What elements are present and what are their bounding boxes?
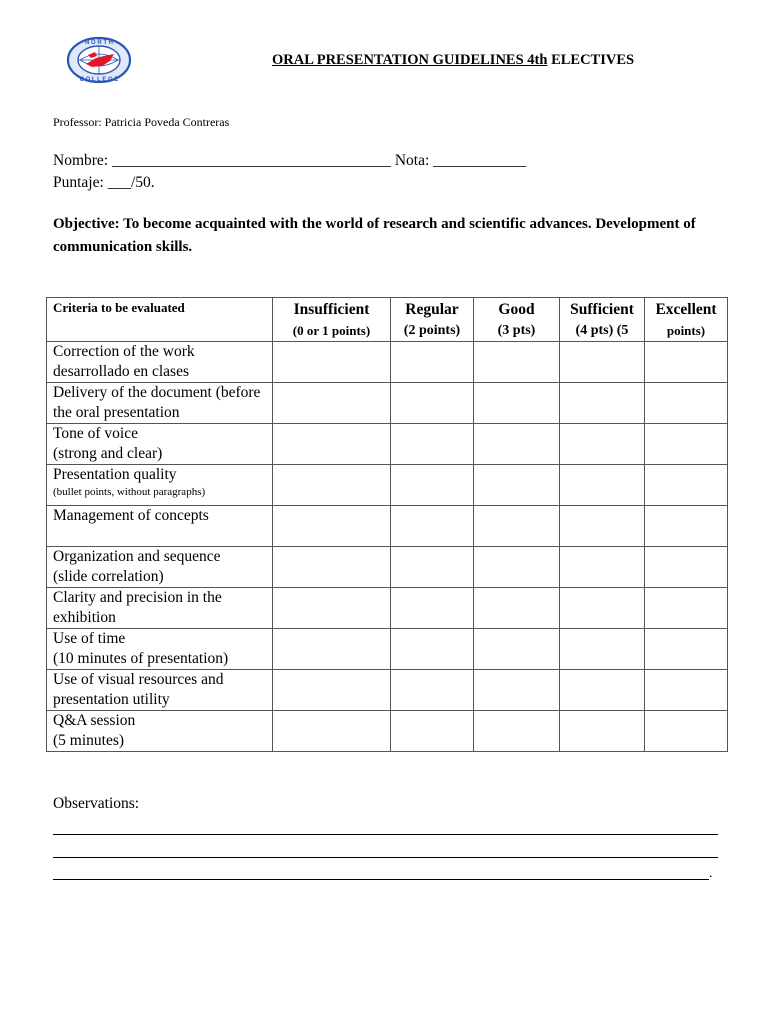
score-cell[interactable] (391, 711, 474, 752)
score-cell[interactable] (560, 547, 645, 588)
criterion-cell (47, 629, 273, 670)
nombre-label: Nombre: (53, 152, 109, 169)
level-name: Good (498, 301, 535, 318)
criterion-name: Presentation quality (53, 466, 177, 483)
level-name: Regular (405, 301, 459, 318)
score-cell[interactable] (645, 342, 728, 383)
rubric-row (47, 342, 728, 383)
score-cell[interactable] (474, 711, 560, 752)
score-cell[interactable] (273, 383, 391, 424)
criteria-header: Criteria to be evaluated (47, 298, 273, 342)
score-cell[interactable] (474, 588, 560, 629)
score-cell[interactable] (474, 383, 560, 424)
criterion-detail: presentation utility (53, 691, 170, 708)
rubric-row (47, 670, 728, 711)
rubric-table (46, 297, 728, 752)
level-name: Sufficient (570, 301, 634, 318)
nombre-field[interactable]: ____________________________________ (111, 152, 391, 169)
score-cell[interactable] (560, 629, 645, 670)
score-cell[interactable] (560, 465, 645, 506)
criterion-name: Clarity and precision in the (53, 589, 222, 606)
north-college-logo (66, 36, 132, 84)
level-header-insufficient (273, 298, 391, 342)
observation-line[interactable] (53, 834, 718, 835)
puntaje-field[interactable]: ___ (107, 174, 131, 191)
score-cell[interactable] (645, 588, 728, 629)
rubric-row (47, 547, 728, 588)
puntaje-line (53, 174, 155, 192)
score-cell[interactable] (560, 670, 645, 711)
score-cell[interactable] (474, 342, 560, 383)
level-name: Excellent (655, 301, 717, 318)
score-cell[interactable] (560, 711, 645, 752)
score-cell[interactable] (273, 465, 391, 506)
criterion-cell (47, 342, 273, 383)
criterion-cell (47, 383, 273, 424)
criterion-cell (47, 711, 273, 752)
score-cell[interactable] (273, 547, 391, 588)
observations-label: Observations: (53, 795, 140, 812)
score-cell[interactable] (273, 670, 391, 711)
score-cell[interactable] (474, 670, 560, 711)
score-cell[interactable] (391, 424, 474, 465)
observation-line[interactable] (53, 857, 718, 858)
score-cell[interactable] (645, 629, 728, 670)
score-cell[interactable] (645, 711, 728, 752)
criterion-detail: (5 minutes) (53, 732, 125, 749)
criterion-note: (bullet points, without paragraphs) (53, 486, 206, 498)
score-cell[interactable] (474, 465, 560, 506)
score-cell[interactable] (645, 506, 728, 547)
criterion-name: Organization and sequence (53, 548, 221, 565)
criterion-detail: desarrollado en clases (53, 363, 189, 380)
rubric-row (47, 629, 728, 670)
score-cell[interactable] (273, 711, 391, 752)
score-cell[interactable] (474, 424, 560, 465)
svg-text:C O L L E G E: C O L L E G E (79, 77, 119, 83)
professor-line: Professor: Patricia Poveda Contreras (53, 115, 230, 129)
score-cell[interactable] (645, 424, 728, 465)
score-cell[interactable] (560, 383, 645, 424)
criterion-detail: exhibition (53, 609, 116, 626)
rubric-row (47, 465, 728, 506)
score-cell[interactable] (560, 342, 645, 383)
puntaje-total: /50. (130, 174, 155, 191)
criterion-detail: (10 minutes of presentation) (53, 650, 229, 667)
page-title (272, 52, 634, 69)
score-cell[interactable] (560, 588, 645, 629)
criterion-name: Delivery of the document (before (53, 384, 261, 401)
observation-end-mark: . (709, 866, 713, 881)
level-header-regular (391, 298, 474, 342)
score-cell[interactable] (391, 547, 474, 588)
nombre-nota-line (53, 152, 526, 170)
level-points: (0 or 1 points) (292, 323, 371, 338)
criterion-cell (47, 547, 273, 588)
level-header-good (474, 298, 560, 342)
criterion-detail: (slide correlation) (53, 568, 164, 585)
level-points: (2 points) (403, 323, 461, 338)
score-cell[interactable] (645, 670, 728, 711)
level-name: Insufficient (293, 301, 370, 318)
score-cell[interactable] (645, 383, 728, 424)
criterion-name: Correction of the work (53, 343, 195, 360)
criterion-name: Q&A session (53, 712, 136, 729)
score-cell[interactable] (391, 342, 474, 383)
criterion-cell (47, 424, 273, 465)
score-cell[interactable] (474, 547, 560, 588)
score-cell[interactable] (560, 424, 645, 465)
score-cell[interactable] (474, 506, 560, 547)
score-cell[interactable] (273, 629, 391, 670)
rubric-row (47, 506, 728, 547)
title-rest: ELECTIVES (547, 52, 635, 68)
title-underlined: ORAL PRESENTATION GUIDELINES 4th (272, 52, 548, 68)
criterion-detail: the oral presentation (53, 404, 180, 421)
score-cell[interactable] (391, 588, 474, 629)
rubric-header-row (47, 298, 728, 342)
score-cell[interactable] (391, 383, 474, 424)
criterion-name: Use of visual resources and (53, 671, 224, 688)
svg-text:N O R T H: N O R T H (85, 40, 113, 46)
criterion-name: Tone of voice (53, 425, 138, 442)
level-header-excellent (645, 298, 728, 342)
nota-field[interactable]: ____________ (433, 152, 527, 169)
rubric-row (47, 424, 728, 465)
score-cell[interactable] (273, 506, 391, 547)
rubric-row (47, 383, 728, 424)
criterion-cell (47, 588, 273, 629)
criterion-name: Use of time (53, 630, 126, 647)
score-cell[interactable] (391, 629, 474, 670)
score-cell[interactable] (645, 547, 728, 588)
nota-label: Nota: (394, 152, 430, 169)
score-cell[interactable] (273, 588, 391, 629)
level-points: points) (666, 323, 706, 338)
level-points: (3 pts) (497, 323, 536, 338)
observation-line[interactable] (53, 879, 709, 880)
score-cell[interactable] (560, 506, 645, 547)
criterion-cell (47, 670, 273, 711)
rubric-row (47, 588, 728, 629)
rubric-row (47, 711, 728, 752)
criterion-detail: (strong and clear) (53, 445, 163, 462)
criterion-name: Management of concepts (53, 507, 209, 524)
criterion-cell (47, 506, 273, 547)
score-cell[interactable] (645, 465, 728, 506)
puntaje-label: Puntaje: (53, 174, 104, 191)
score-cell[interactable] (391, 465, 474, 506)
score-cell[interactable] (391, 506, 474, 547)
criterion-cell (47, 465, 273, 506)
objective-text: Objective: To become acquainted with the world of research and scientific advances. Development of communication skills. (53, 216, 696, 255)
score-cell[interactable] (391, 670, 474, 711)
score-cell[interactable] (273, 424, 391, 465)
score-cell[interactable] (273, 342, 391, 383)
score-cell[interactable] (474, 629, 560, 670)
level-points: (4 pts) (5 (575, 323, 629, 338)
level-header-sufficient (560, 298, 645, 342)
